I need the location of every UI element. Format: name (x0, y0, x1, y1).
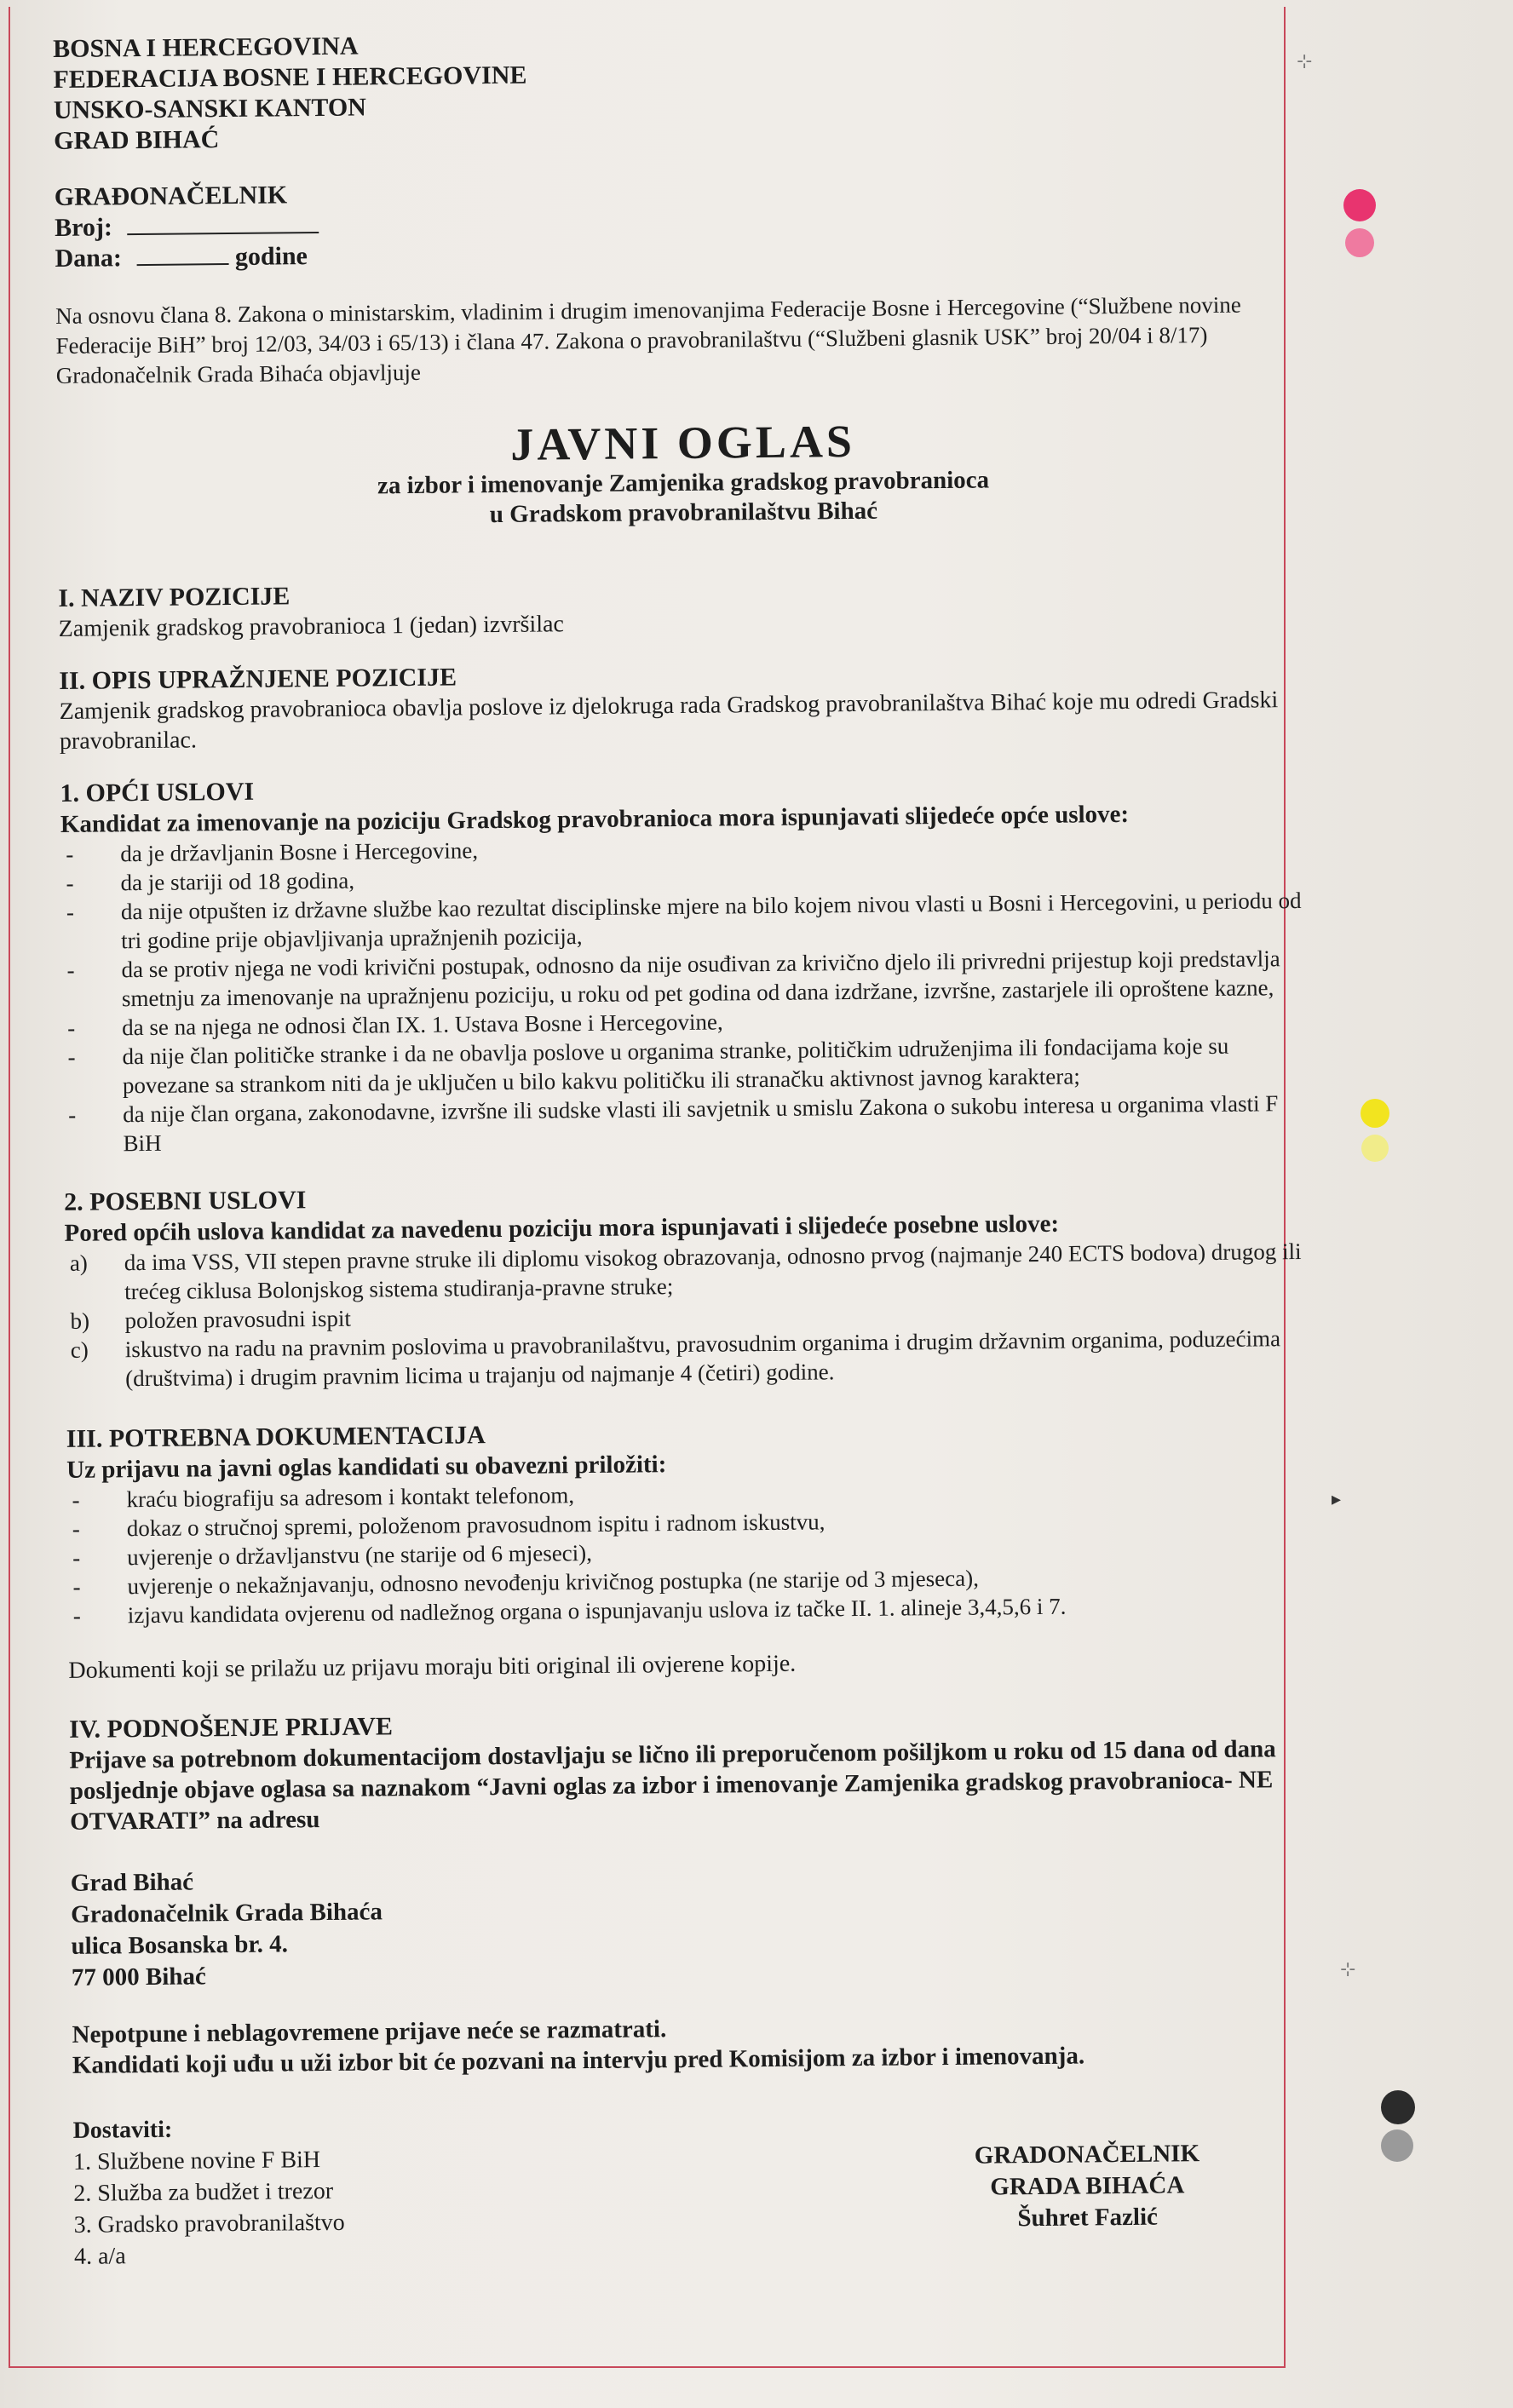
registration-dot-yellow (1361, 1099, 1389, 1128)
submission-instructions: Prijave sa potrebnom dokumentacijom dostavljaju se lično ili preporučenom pošiljkom u roku od 15 dana od dana posljednje objave oglasa sa naznakom “Javni oglas za izbor i imenovanje Zamjenika gradskog pravobranioca- NE OTVARATI” na adresu (69, 1735, 1276, 1836)
issuer-header (53, 22, 1308, 274)
section-application-submission (69, 1703, 1324, 1994)
signature-line: GRADA BIHAĆA (990, 2171, 1185, 2201)
list-item: - uvjerenje o državljanstvu (ne starije od 6 mjeseci), (72, 1540, 593, 1571)
closing-remarks (72, 2008, 1325, 2081)
registration-dot-dark (1381, 2090, 1415, 2124)
section-heading: I. NAZIV POZICIJE (58, 582, 291, 612)
registration-dot-pink-light (1345, 228, 1374, 257)
list-item: - da nije otpušten iz državne službe kao rezultat disciplinske mjere na bilo kojem nivou vlasti u Bosni i Hercegovini, u periodu od tri godine prije objavljivanja upražnjenih pozicija, (66, 887, 1302, 954)
section-heading: II. OPIS UPRAŽNJENE POZICIJE (59, 663, 457, 695)
list-item: b) položen pravosudni ispit (70, 1305, 352, 1334)
section-text: Zamjenik gradskog pravobranioca obavlja poslove iz djelokruga rada Gradskog pravobranilaštva Bihać koje mu odredi Gradski pravobranilac. (59, 687, 1279, 755)
header-line: UNSKO-SANSKI KANTON (53, 93, 367, 124)
notice-footer (72, 2103, 1326, 2277)
crop-mark-icon: ⊹ (1340, 1959, 1356, 1980)
registration-dot-grey (1381, 2129, 1413, 2162)
section-special-conditions (64, 1175, 1318, 1394)
general-conditions-list (60, 828, 1316, 1158)
address-line: Gradonačelnik Grada Bihaća (71, 1898, 383, 1928)
distribution-item: 4. a/a (73, 2243, 126, 2270)
signature-block (959, 2138, 1216, 2235)
list-item: a) da ima VSS, VII stepen pravne struke ili diplomu visokog obrazovanja, odnosno prvog (najmanje 240 ECTS bodova) drugog ili trećeg ciklusa Bolonjskog sistema studiranja-pravne struke; (69, 1238, 1302, 1305)
special-conditions-list (65, 1237, 1319, 1394)
closing-line: Kandidati koji uđu u uži izbor bit će pozvani na intervju pred Komisijom za izbor i imenovanja. (72, 2042, 1085, 2079)
number-label: Broj: (55, 213, 113, 242)
section-lead: Kandidat za imenovanje na poziciju Gradskog pravobranioca mora ispunjavati slijedeće opće uslove: (60, 800, 1130, 838)
section-text: Zamjenik gradskog pravobranioca 1 (jedan) izvršilac (58, 611, 565, 642)
list-item: - da se protiv njega ne vodi krivični postupak, odnosno da nije osuđivan za krivično djelo ili privredni prijestup koji predstavlja smetnju za imenovanje na upražnjenu poziciju, u roku od pet godina od dana izdržane, izvršne, zastarjele ili oproštene kazne, (66, 945, 1280, 1012)
header-line: BOSNA I HERCEGOVINA (53, 32, 359, 63)
closing-line: Nepotpune i neblagovremene prijave neće se razmatrati. (72, 2015, 667, 2049)
section-general-conditions (60, 767, 1315, 1158)
section-position-description (59, 654, 1312, 756)
date-blank (136, 246, 228, 266)
registration-dot-yellow-light (1361, 1135, 1389, 1162)
documents-note: Dokumenti koji se prilažu uz prijavu moraju biti original ili ovjerene kopije. (68, 1650, 797, 1684)
number-blank (127, 215, 319, 235)
address-line: 77 000 Bihać (71, 1963, 206, 1991)
distribution-list (72, 2112, 345, 2273)
crop-mark-icon: ⊹ (1297, 51, 1313, 72)
section-heading: III. POTREBNA DOKUMENTACIJA (66, 1421, 486, 1453)
list-item: c) iskustvo na radu na pravnim poslovima u pravobranilaštvu, pravosudnim organima i drugim državnim organima, poduzećima (društvima) i drugim pravnim licima u trajanju od najmanje 4 (četiri) godine. (70, 1325, 1281, 1392)
distribution-item: 2. Služba za budžet i trezor (73, 2177, 334, 2207)
signature-line: GRADONAČELNIK (974, 2140, 1200, 2169)
distribution-heading: Dostaviti: (72, 2116, 173, 2144)
registration-dot-pink (1343, 189, 1376, 221)
section-required-documents (66, 1412, 1321, 1686)
notice-title: JAVNI OGLAS (510, 415, 856, 470)
address-line: ulica Bosanska br. 4. (71, 1930, 289, 1960)
list-item: - kraću biografiju sa adresom i kontakt telefonom, (72, 1482, 575, 1513)
documents-list (66, 1474, 1320, 1630)
crop-mark-icon: ▸ (1332, 1489, 1342, 1510)
office-title: GRAĐONAČELNIK (54, 181, 288, 211)
submission-address (71, 1856, 1324, 1994)
list-item: - da nije član političke stranke i da ne obavlja poslove u organima stranke, političkim udruženjima ili fondacijama koje su povezane sa strankom niti da je uključen u bilo kakvu političku ili stranačku aktivnost javnog karaktera; (67, 1032, 1229, 1099)
list-item: - izjavu kandidata ovjerenu od nadležnog organa o ispunjavanju uslova iz tačke II. 1. alineje 3,4,5,6 i 7. (72, 1593, 1067, 1629)
notice-subtitle-line: u Gradskom pravobranilaštvu Bihać (489, 497, 878, 529)
date-year-word: godine (234, 242, 308, 271)
address-line: Grad Bihać (70, 1868, 194, 1897)
list-item: - da je stariji od 18 godina, (66, 867, 355, 896)
public-notice (53, 22, 1326, 2277)
distribution-item: 1. Službene novine F BiH (72, 2147, 321, 2175)
notice-subtitle-line: za izbor i imenovanje Zamjenika gradskog pravobranioca (377, 466, 990, 500)
distribution-item: 3. Gradsko pravobranilaštvo (73, 2209, 345, 2238)
list-item: - da nije član organa, zakonodavne, izvršne ili sudske vlasti ili savjetnik u smislu Zakona o sukobu interesa u organima vlasti F BiH (68, 1090, 1279, 1157)
list-item: - dokaz o stručnoj spremi, položenom pravosudnom ispitu i radnom iskustvu, (72, 1509, 826, 1542)
header-line: FEDERACIJA BOSNE I HERCEGOVINE (53, 60, 527, 94)
list-item: - da je državljanin Bosne i Hercegovine, (66, 837, 479, 867)
date-label: Dana: (55, 244, 123, 273)
list-item: - da se na njega ne odnosi član IX. 1. Ustava Bosne i Hercegovine, (67, 1009, 723, 1041)
section-position-name (58, 572, 1311, 644)
signatory-name: Šuhret Fazlić (1017, 2203, 1159, 2233)
section-lead: Uz prijavu na javni oglas kandidati su obavezni priložiti: (66, 1451, 667, 1484)
section-heading: IV. PODNOŠENJE PRIJAVE (68, 1712, 394, 1744)
section-lead: Pored općih uslova kandidat za navedenu poziciju mora ispunjavati i slijedeće posebne uslove: (64, 1210, 1060, 1247)
section-heading: 2. POSEBNI USLOVI (64, 1186, 307, 1216)
section-heading: 1. OPĆI USLOVI (60, 777, 255, 807)
header-line: GRAD BIHAĆ (54, 125, 220, 155)
list-item: - uvjerenje o nekažnjavanju, odnosno nevođenju krivičnog postupka (ne starije od 3 mjeseca), (72, 1565, 980, 1600)
legal-basis-paragraph: Na osnovu člana 8. Zakona o ministarskim, vladinim i drugim imenovanjima Federacije Bosne i Hercegovine (“Službene novine Federacije BiH” broj 12/03, 34/03 i 65/13) i člana 47. Zakona o pravobranilaštvu (“Službeni glasnik USK” broj 20/04 i 8/17) Gradonačelnik Grada Bihaća objavljuje (55, 291, 1241, 388)
